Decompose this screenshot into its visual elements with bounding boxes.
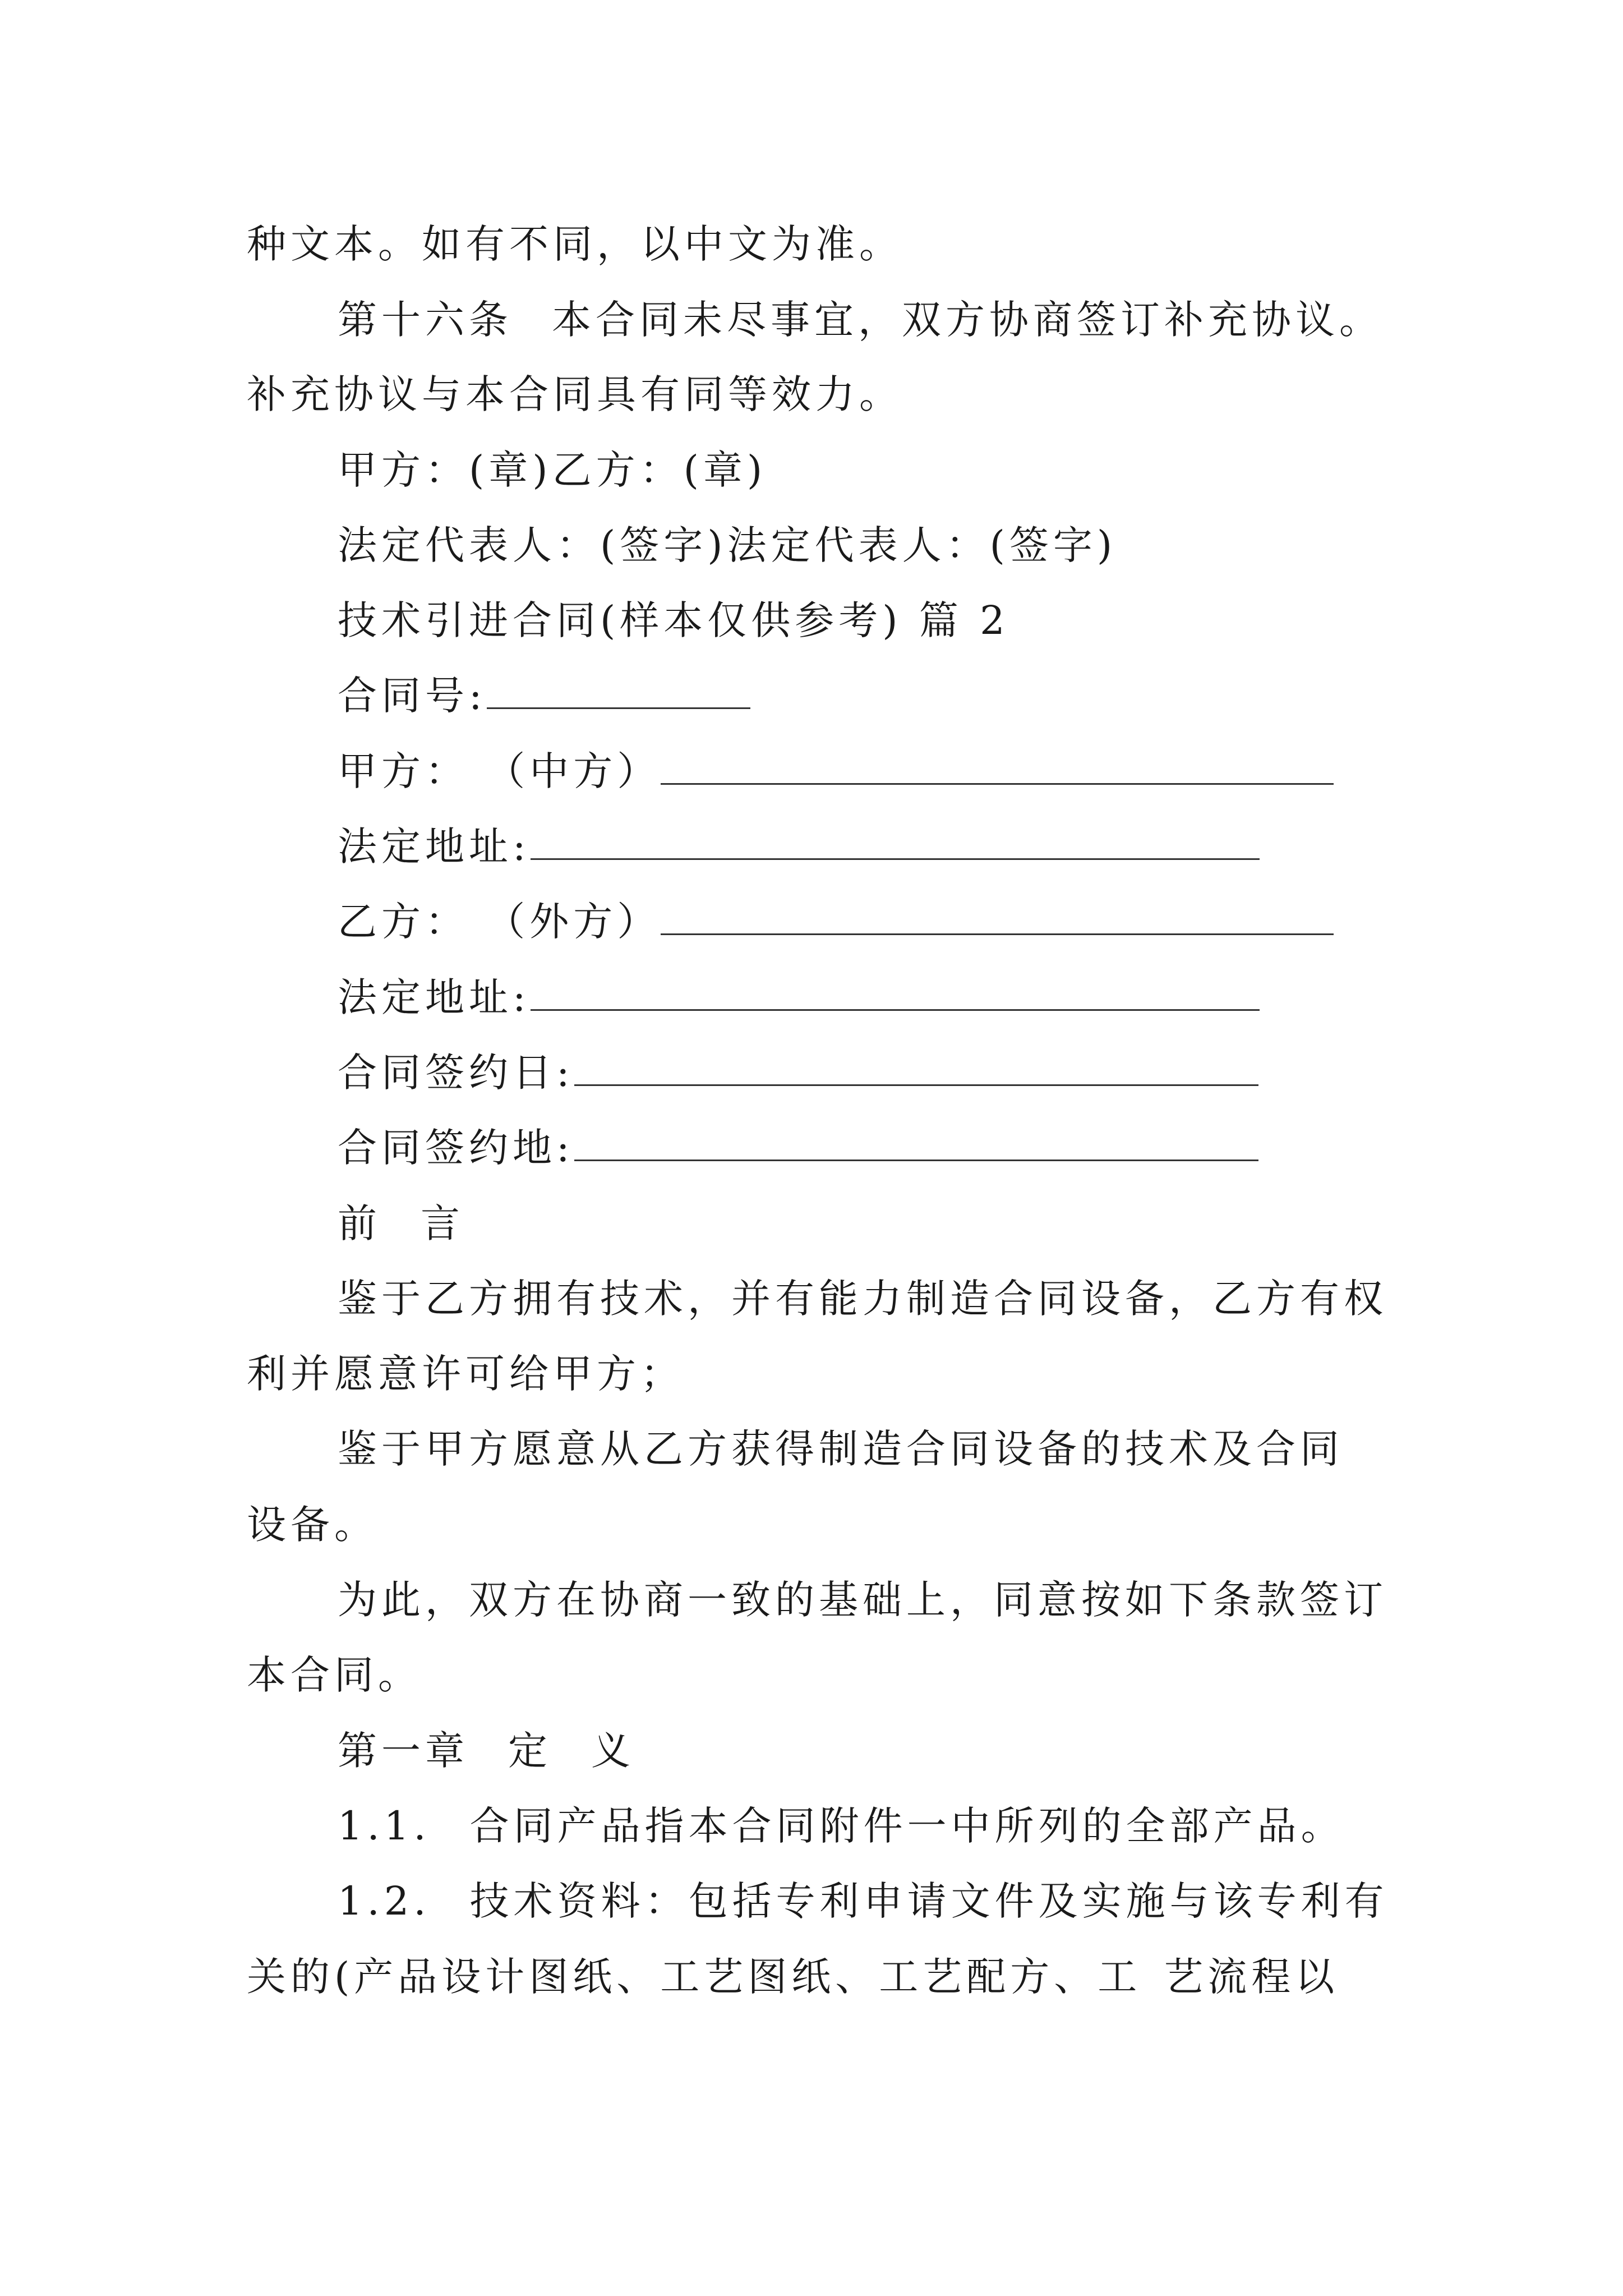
chapter-number: 第一章 (338, 1728, 469, 1774)
heading-char: 言 (421, 1200, 464, 1246)
field-label: 乙方： （外方） (338, 899, 661, 945)
heading-char: 义 (591, 1728, 635, 1774)
party-a-field (338, 743, 1334, 799)
article-16-line (338, 292, 1383, 348)
blank-line (661, 748, 1334, 785)
text-line-24 (247, 1949, 1339, 2005)
text-line-17 (338, 1421, 1344, 1477)
blank-line (531, 823, 1260, 860)
text-line-15 (338, 1271, 1387, 1327)
blank-line (661, 899, 1334, 935)
text-segment: 利并愿意许可给甲方； (247, 1351, 684, 1397)
text-segment: 关的(产品设计图纸、工艺图纸、工艺配方、工 (247, 1954, 1142, 2000)
text-line-19 (338, 1572, 1387, 1628)
text-segment: 鉴于乙方拥有技术，并有能力制造合同设备，乙方有权 (338, 1276, 1387, 1322)
text-line-1 (247, 216, 903, 272)
clause-1-1 (338, 1798, 1345, 1854)
text-segment: 种文本。如有不同，以中文为准。 (247, 221, 903, 267)
field-label: 合同号: (338, 673, 487, 719)
clause-number: 1.1. (338, 1803, 431, 1849)
article-number: 第十六条 (338, 297, 513, 343)
text-segment: 补充协议与本合同具有同等效力。 (247, 371, 903, 417)
text-segment: 设备。 (247, 1502, 378, 1548)
text-segment: 法定代表人：(签字)法定代表人：(签字) (338, 522, 1117, 568)
party-b-address-field (338, 969, 1260, 1025)
blank-line (574, 1125, 1258, 1161)
text-line-20 (247, 1647, 422, 1703)
blank-line (487, 673, 750, 709)
preface-heading (338, 1195, 464, 1251)
seal-line (338, 442, 767, 498)
blank-line (531, 974, 1260, 1011)
blank-line (574, 1050, 1258, 1086)
heading-char: 前 (338, 1200, 381, 1246)
field-label: 法定地址: (338, 823, 531, 869)
field-label: 法定地址: (338, 974, 531, 1020)
signing-place-field (338, 1120, 1258, 1176)
clause-1-2 (338, 1873, 1389, 1929)
text-segment: 艺流程以 (1164, 1954, 1339, 2000)
text-segment: 为此，双方在协商一致的基础上，同意按如下条款签订 (338, 1577, 1387, 1623)
signature-line (338, 517, 1117, 573)
contract-number-field (338, 668, 750, 724)
field-label: 甲方： （中方） (338, 748, 661, 794)
text-segment: 技术引进合同(样本仅供参考) 篇 2 (338, 597, 1009, 643)
text-line-3 (247, 366, 903, 422)
text-segment: 本合同。 (247, 1652, 422, 1698)
clause-text: 合同产品指本合同附件一中所列的全部产品。 (469, 1803, 1345, 1849)
clause-number: 1.2. (338, 1878, 431, 1924)
heading-char: 定 (508, 1728, 552, 1774)
party-a-address-field (338, 818, 1260, 875)
field-label: 合同签约地: (338, 1125, 574, 1171)
chapter-1-heading (338, 1723, 635, 1779)
clause-text: 技术资料：包括专利申请文件及实施与该专利有 (469, 1878, 1389, 1924)
article-text: 本合同未尽事宜，双方协商签订补充协议。 (552, 297, 1383, 343)
signing-date-field (338, 1045, 1258, 1101)
field-label: 合同签约日: (338, 1050, 574, 1096)
text-segment: 鉴于甲方愿意从乙方获得制造合同设备的技术及合同 (338, 1426, 1344, 1472)
party-b-field (338, 894, 1334, 950)
text-line-16 (247, 1346, 684, 1402)
section-title (338, 592, 1009, 648)
text-segment: 甲方：(章)乙方：(章) (338, 447, 767, 493)
text-line-18 (247, 1497, 378, 1553)
